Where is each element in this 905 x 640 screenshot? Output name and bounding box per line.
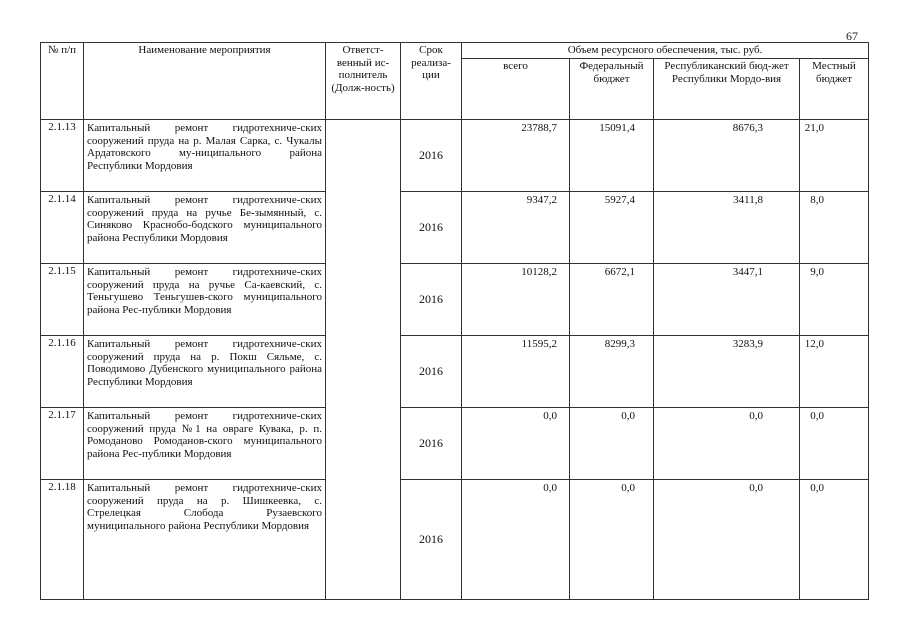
row-total: 0,0 <box>462 480 570 600</box>
row-local: 12,0 <box>800 336 869 408</box>
row-year: 2016 <box>401 192 462 264</box>
row-name: Капитальный ремонт гидротехниче-ских сооружений пруда №1 на овраге Кувака, р. п. Ромоданово Ромоданов-ского муниципального района Рес-публики Мордовия <box>84 408 326 480</box>
table-row <box>41 264 869 336</box>
row-year: 2016 <box>401 408 462 480</box>
row-total: 10128,2 <box>462 264 570 336</box>
row-republic: 8676,3 <box>654 120 800 192</box>
row-federal: 6672,1 <box>570 264 654 336</box>
header-republic: Республиканский бюд-жет Республики Мордо-вия <box>654 59 800 120</box>
row-year: 2016 <box>401 120 462 192</box>
row-year: 2016 <box>401 336 462 408</box>
page-number: 67 <box>846 29 858 43</box>
row-total: 11595,2 <box>462 336 570 408</box>
table-row <box>41 336 869 408</box>
row-total: 0,0 <box>462 408 570 480</box>
row-responsible <box>326 120 401 600</box>
row-name: Капитальный ремонт гидротехниче-ских сооружений пруда на ручье Са-каевский, с. Теньгушево Теньгушев-ского муниципального района Рес-публики Мордовия <box>84 264 326 336</box>
row-local: 0,0 <box>800 408 869 480</box>
row-year: 2016 <box>401 480 462 600</box>
row-name: Капитальный ремонт гидротехниче-ских сооружений пруда на ручье Бе-зымянный, с. Синяково Краснобо-бодского муниципального района Республики Мордовия <box>84 192 326 264</box>
row-local: 9,0 <box>800 264 869 336</box>
row-num: 2.1.17 <box>41 408 84 480</box>
row-name: Капитальный ремонт гидротехниче-ских сооружений пруда на р. Шишкеевка, с. Стрелецкая Слобода Рузаевского муниципального района Республики Мордовия <box>84 480 326 600</box>
row-num: 2.1.18 <box>41 480 84 600</box>
row-federal: 8299,3 <box>570 336 654 408</box>
table-row <box>41 120 869 192</box>
row-name: Капитальный ремонт гидротехниче-ских сооружений пруда на р. Малая Сарка, с. Чукалы Ардатовского му-ниципального района Республики Мордовия <box>84 120 326 192</box>
row-federal: 5927,4 <box>570 192 654 264</box>
row-republic: 3283,9 <box>654 336 800 408</box>
row-republic: 0,0 <box>654 408 800 480</box>
row-total: 23788,7 <box>462 120 570 192</box>
row-republic: 0,0 <box>654 480 800 600</box>
table-row <box>41 192 869 264</box>
row-federal: 15091,4 <box>570 120 654 192</box>
row-local: 0,0 <box>800 480 869 600</box>
table-row <box>41 408 869 480</box>
row-num: 2.1.13 <box>41 120 84 192</box>
row-num: 2.1.14 <box>41 192 84 264</box>
table-row <box>41 480 869 600</box>
row-name: Капитальный ремонт гидротехниче-ских сооружений пруда на р. Покш Сяльме, с. Поводимово Дубенского муниципального района Республики Мордовия <box>84 336 326 408</box>
row-federal: 0,0 <box>570 480 654 600</box>
row-local: 21,0 <box>800 120 869 192</box>
header-federal: Федеральный бюджет <box>570 59 654 120</box>
table-header-row <box>41 43 869 59</box>
row-republic: 3411,8 <box>654 192 800 264</box>
row-total: 9347,2 <box>462 192 570 264</box>
header-volume: Объем ресурсного обеспечения, тыс. руб. <box>462 43 869 59</box>
row-year: 2016 <box>401 264 462 336</box>
row-local: 8,0 <box>800 192 869 264</box>
header-name: Наименование мероприятия <box>84 43 326 120</box>
header-total: всего <box>462 59 570 120</box>
header-num: № п/п <box>41 43 84 120</box>
header-responsible: Ответст-венный ис-полнитель (Долж-ность) <box>326 43 401 120</box>
header-local: Местный бюджет <box>800 59 869 120</box>
row-republic: 3447,1 <box>654 264 800 336</box>
row-num: 2.1.16 <box>41 336 84 408</box>
row-federal: 0,0 <box>570 408 654 480</box>
resource-table <box>40 42 869 600</box>
header-term: Срок реализа-ции <box>401 43 462 120</box>
row-num: 2.1.15 <box>41 264 84 336</box>
